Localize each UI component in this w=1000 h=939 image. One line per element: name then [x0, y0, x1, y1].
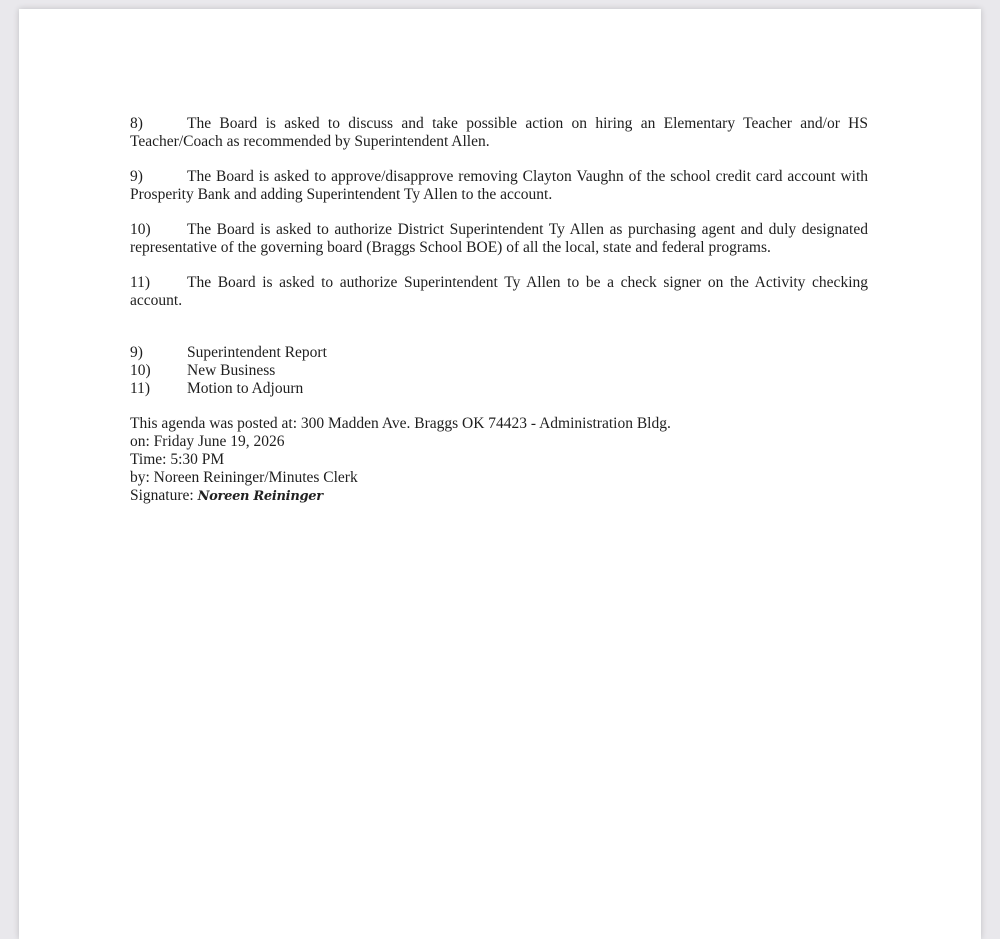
signature-line [130, 487, 868, 505]
item-number: 9) [130, 168, 143, 185]
agenda-item-10 [130, 221, 868, 257]
document-content [130, 115, 868, 505]
list-item-number: 9) [130, 344, 143, 361]
agenda-item-11 [130, 274, 868, 310]
signature: Noreen Reininger [197, 489, 323, 504]
list-item [130, 362, 868, 380]
list-item [130, 344, 868, 362]
item-text: The Board is asked to discuss and take possible action on hiring an Elementary Teacher and/or HS Teacher/Coach as recommended by Superintendent Allen. [130, 115, 868, 150]
item-text: The Board is asked to approve/disapprove removing Clayton Vaughn of the school credit card account with Prosperity Bank and adding Superintendent Ty Allen to the account. [130, 168, 868, 203]
posted-date-text: on: Friday June 19, 2026 [130, 433, 285, 450]
document-page [19, 9, 981, 939]
list-item [130, 380, 868, 398]
agenda-item-9 [130, 168, 868, 204]
list-item-number: 10) [130, 362, 151, 379]
agenda-item-8 [130, 115, 868, 151]
item-number: 11) [130, 274, 151, 291]
posting-info [130, 415, 868, 505]
list-item-label: Motion to Adjourn [187, 380, 304, 397]
item-number: 10) [130, 221, 151, 238]
signature-label: Signature: [130, 487, 194, 504]
item-number: 8) [130, 115, 143, 132]
posted-by-text: by: Noreen Reininger/Minutes Clerk [130, 469, 358, 486]
item-text: The Board is asked to authorize Superintendent Ty Allen to be a check signer on the Activity checking account. [130, 274, 868, 309]
item-text: The Board is asked to authorize District Superintendent Ty Allen as purchasing agent and duly designated representative of the governing board (Braggs School BOE) of all the local, state and federal programs. [130, 221, 868, 256]
list-item-label: New Business [187, 362, 276, 379]
agenda-list [130, 344, 868, 398]
list-item-number: 11) [130, 380, 151, 397]
posted-time-text: Time: 5:30 PM [130, 451, 225, 468]
posted-at-text: This agenda was posted at: 300 Madden Ave. Braggs OK 74423 - Administration Bldg. [130, 415, 671, 432]
list-item-label: Superintendent Report [187, 344, 327, 361]
